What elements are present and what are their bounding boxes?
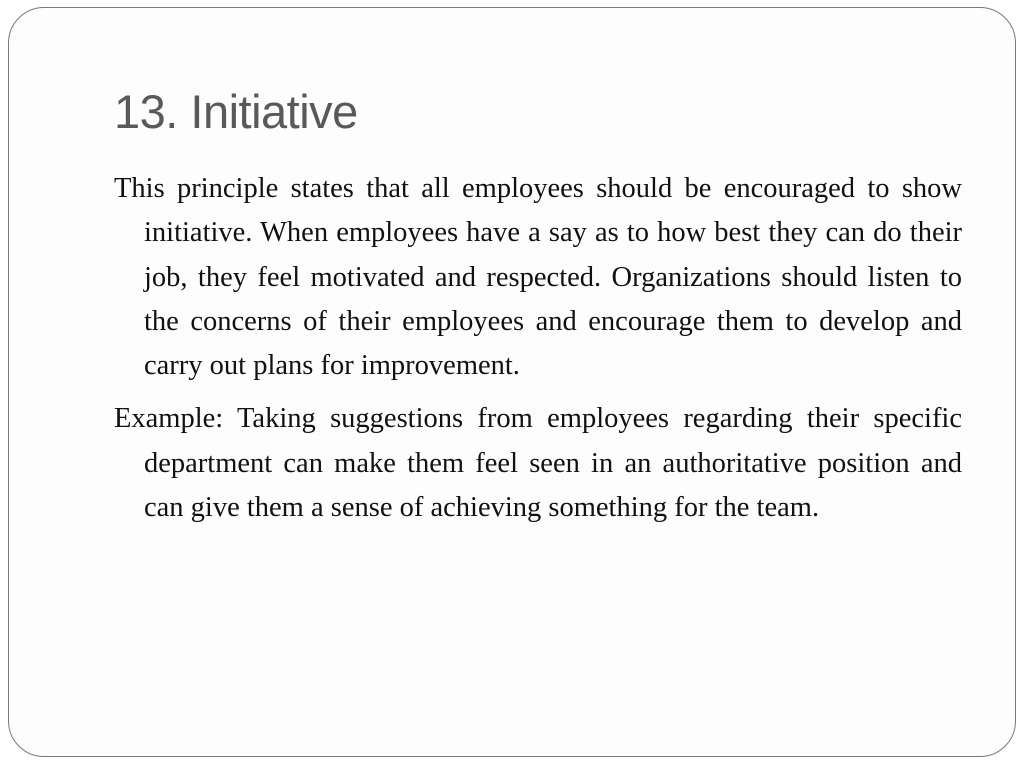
body-paragraph-principle: This principle states that all employees should be encouraged to show initiative. When employees have a say as to how best they can do their job, they feel motivated and respected. Organizations should listen to the concerns of their employees and encourage them to develop and carry out plans for improvement. (114, 173, 962, 382)
body-paragraph-example: Example: Taking suggestions from employees regarding their specific department can make them feel seen in an authoritative position and can give them a sense of achieving something for the team. (114, 403, 962, 524)
slide-body (114, 167, 962, 539)
slide-title: 13. Initiative (114, 85, 358, 138)
